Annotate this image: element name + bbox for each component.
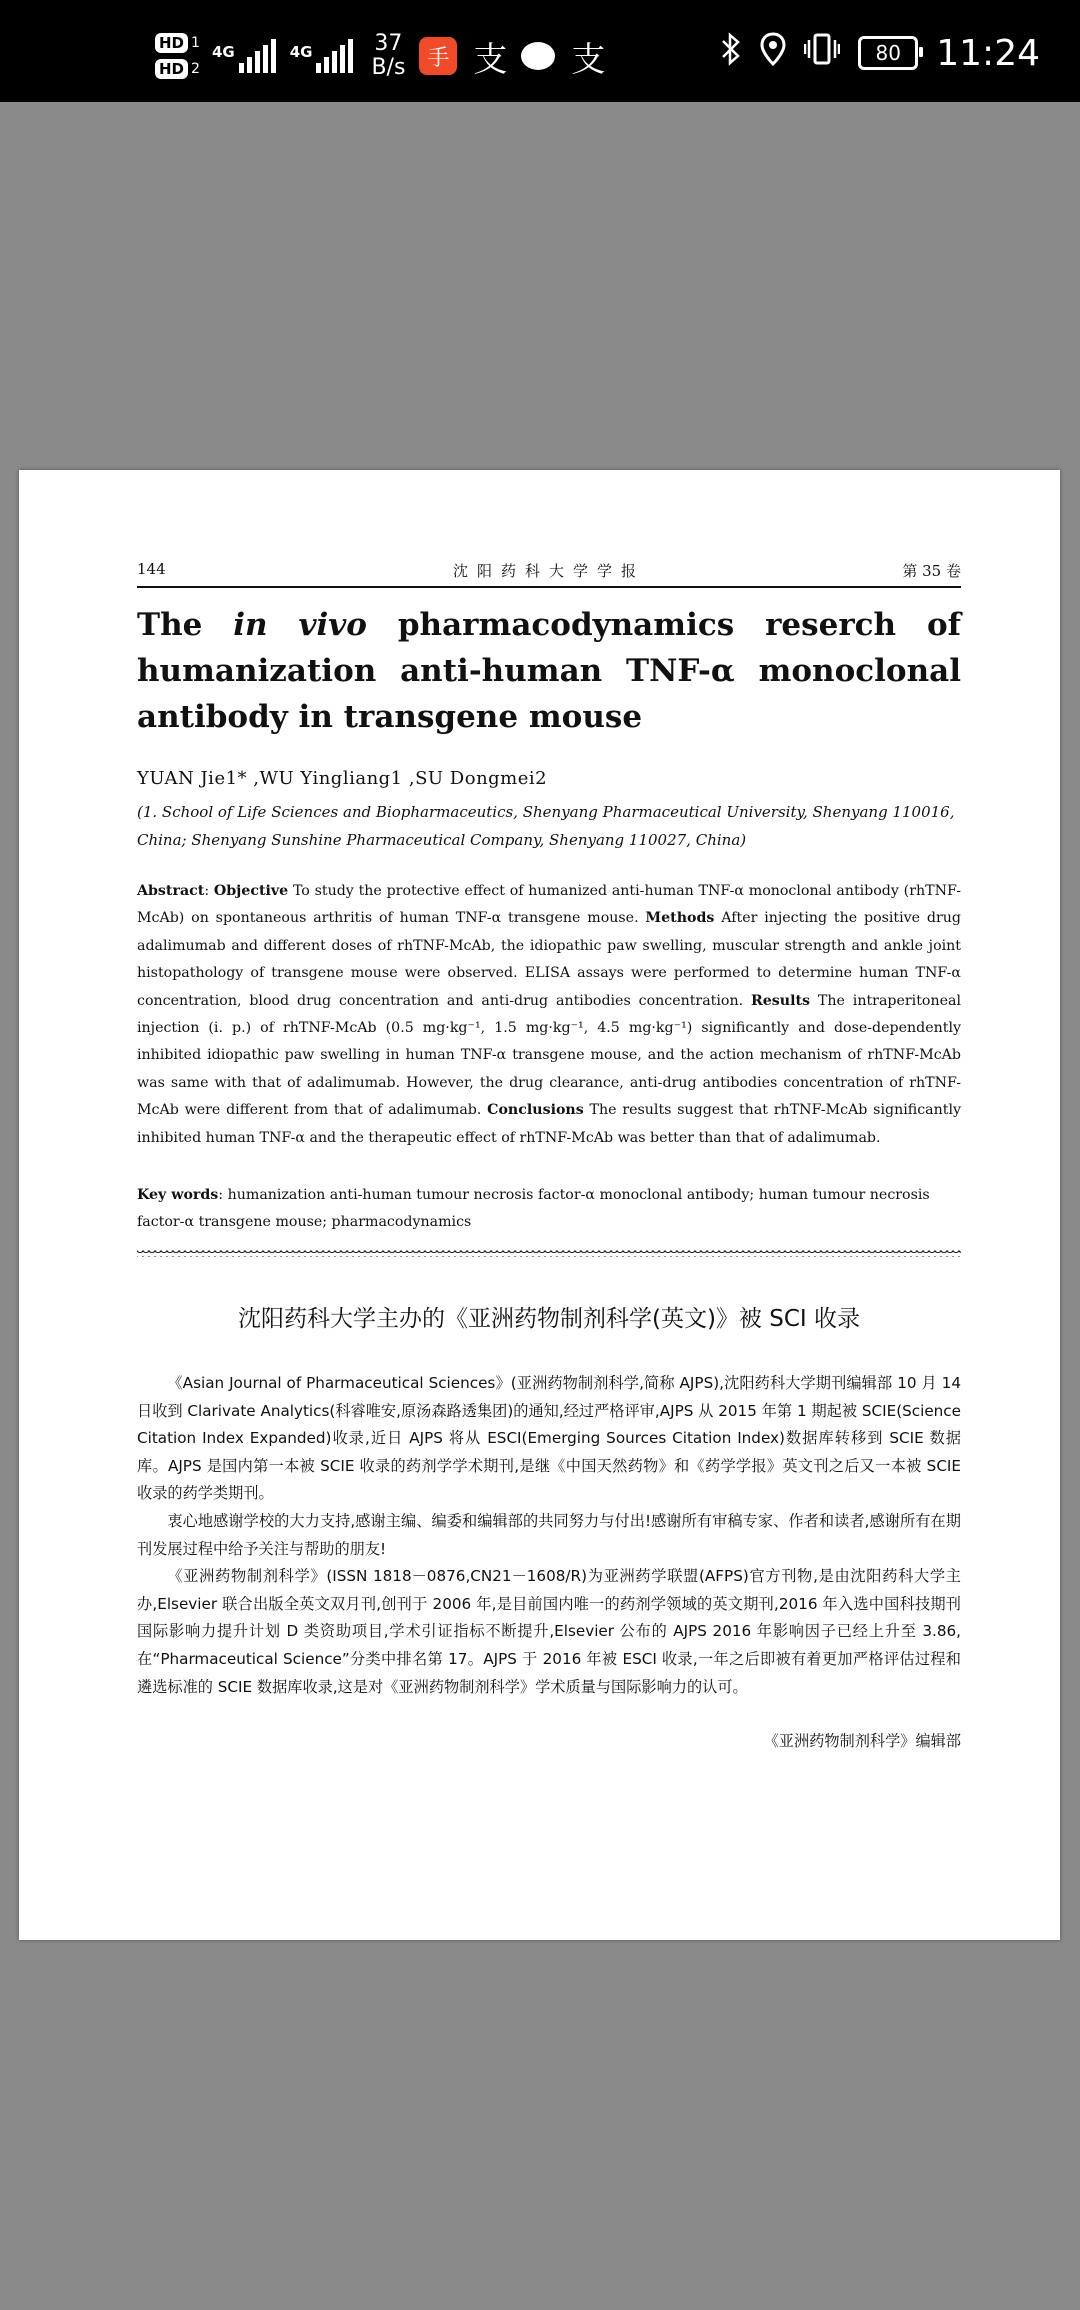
clock: 11:24 bbox=[936, 32, 1040, 74]
keywords-label: Key words bbox=[137, 1187, 219, 1203]
net1-label: 4G bbox=[211, 43, 235, 61]
bluetooth-icon bbox=[720, 32, 742, 74]
notice-paragraph: 衷心地感谢学校的大力支持,感谢主编、编委和编辑部的共同努力与付出!感谢所有审稿专家、作者和读者,感谢所有在期刊发展过程中给予关注与帮助的朋友! bbox=[137, 1511, 961, 1558]
notice-paragraph: 《Asian Journal of Pharmaceutical Sciences》(亚洲药物制剂科学,简称 AJPS),沈阳药科大学期刊编辑部 10 月 14 日收到 Clarivate Analytics(科睿唯安,原汤森路透集团)的通知,经过严格评审,AJPS 从 2015 年第 1 期起被 SCIE(Science Citation Index Expanded)收录,近日 AJPS 将从 ESCI(Emerging Sources Citation Index)数据库转移到 SCIE 数据库。AJPS 是国内第一本被 SCIE 收录的药剂学学术期刊,是继《中国天然药物》和《药学学报》英文刊之后又一本被 SCIE 收录的药学类期刊。 bbox=[137, 1374, 961, 1503]
status-right bbox=[720, 28, 1040, 78]
volume: 第 35 卷 bbox=[902, 562, 961, 580]
network-speed bbox=[371, 32, 405, 80]
hd2-indicator bbox=[155, 59, 200, 79]
conclusions-text: The results suggest that rhTNF-McAb significantly inhibited human TNF-α and the therapeutic effect of rhTNF-McAb was better than that of adalimumab. bbox=[137, 1102, 961, 1146]
alipay-icon-2: 支 bbox=[571, 39, 606, 80]
status-left bbox=[155, 26, 619, 86]
abstract: Abstract: Objective To study the protective effect of humanized anti-human TNF-α monoclonal antibody (rhTNF-McAb) on spontaneous arthritis of human TNF-α transgene mouse. Methods After injecting the positive drug adalimumab and different doses of rhTNF-McAb, the idiopathic paw swelling, muscular strength and ankle joint histopathology of transgene mouse were observed. ELISA assays were performed to determine human TNF-α concentration, blood drug concentration and anti-drug antibodies concentration. Results The intraperitoneal injection (i. p.) of rhTNF-McAb (0.5 mg·kg⁻¹, 1.5 mg·kg⁻¹, 4.5 mg·kg⁻¹) significantly and dose-dependently inhibited idiopathic paw swelling in human TNF-α transgene mouse, and the action mechanism of rhTNF-McAb was same with that of adalimumab. However, the drug clearance, anti-drug antibodies concentration of rhTNF-McAb were different from that of adalimumab. Conclusions The results suggest that rhTNF-McAb significantly inhibited human TNF-α and the therapeutic effect of rhTNF-McAb was better than that of adalimumab. bbox=[137, 883, 961, 1146]
article-title bbox=[137, 602, 961, 740]
signal-1 bbox=[212, 39, 276, 73]
document-page[interactable] bbox=[19, 470, 1060, 1940]
notice-signature: 《亚洲药物制剂科学》编辑部 bbox=[763, 1732, 961, 1750]
results-text: The intraperitoneal injection (i. p.) of rhTNF-McAb (0.5 mg·kg⁻¹, 1.5 mg·kg⁻¹, 4.5 mg·kg⁻¹) significantly and dose-dependently inhibited idiopathic paw swelling in human TNF-α transgene mouse, and the action mechanism of rhTNF-McAb was same with that of adalimumab. However, the drug clearance, anti-drug antibodies concentration of rhTNF-McAb were different from that of adalimumab. bbox=[137, 992, 961, 1119]
methods-text: After injecting the positive drug adalimumab and different doses of rhTNF-McAb, the idiopathic paw swelling, muscular strength and ankle joint histopathology of transgene mouse were observed. ELISA assays were performed to determine human TNF-α concentration, blood drug concentration and anti-drug antibodies concentration. bbox=[137, 910, 961, 1009]
keywords-text: : humanization anti-human tumour necrosis factor-α monoclonal antibody; human tumour necrosis factor-α transgene mouse; pharmacodynamics bbox=[137, 1187, 930, 1230]
speed-value: 37 bbox=[374, 31, 403, 56]
notice-body bbox=[137, 1370, 961, 1701]
signal-bars-icon bbox=[239, 39, 276, 73]
objective-label: Objective bbox=[213, 883, 289, 899]
authors: YUAN Jie1* ,WU Yingliang1 ,SU Dongmei2 bbox=[137, 768, 548, 789]
hd1-label: HD bbox=[155, 33, 188, 53]
battery-icon: 80 bbox=[858, 36, 918, 70]
methods-label: Methods bbox=[645, 910, 715, 927]
wavy-divider bbox=[137, 1248, 961, 1257]
location-icon bbox=[760, 32, 786, 74]
results-label: Results bbox=[750, 992, 811, 1009]
affiliation: (1. School of Life Sciences and Biopharmaceutics, Shenyang Pharmaceutical University, Shenyang 110016, China; Shenyang Sunshine Pharmaceutical Company, Shenyang 110027, China) bbox=[137, 803, 955, 849]
title-part-2: pharmacodynamics reserch of humanization anti-human TNF-α monoclonal antibody in transgene mouse bbox=[137, 607, 961, 735]
hd2-num: 2 bbox=[191, 61, 200, 77]
speed-unit: B/s bbox=[371, 55, 406, 80]
net2-label: 4G bbox=[289, 43, 313, 61]
objective-text: To study the protective effect of humanized anti-human TNF-α monoclonal antibody (rhTNF-McAb) on spontaneous arthritis of human TNF-α transgene mouse. bbox=[137, 883, 961, 927]
chat-bubble-icon bbox=[521, 42, 555, 70]
hd1-indicator bbox=[155, 33, 200, 53]
app-notification-icon: 手 bbox=[419, 37, 457, 75]
status-bar bbox=[0, 0, 1080, 102]
notice-paragraph: 《亚洲药物制剂科学》(ISSN 1818－0876,CN21－1608/R)为亚洲药学联盟(AFPS)官方刊物,是由沈阳药科大学主办,Elsevier 联合出版全英文双月刊,创刊于 2006 年,是目前国内唯一的药剂学领域的英文期刊,2016 年入选中国科技期刊国际影响力提升计划 D 类资助项目,学术引证指标不断提升,Elsevier 公布的 AJPS 2016 年影响因子已经上升至 3.86,在“Pharmaceutical Science”分类中排名第 17。AJPS 于 2016 年被 ESCI 收录,一年之后即被有着更加严格评估过程和遴选标准的 SCIE 数据库收录,这是对《亚洲药物制剂科学》学术质量与国际影响力的认可。 bbox=[137, 1567, 961, 1696]
signal-bars-icon bbox=[316, 39, 353, 73]
abstract-label: Abstract bbox=[137, 883, 205, 899]
keywords bbox=[137, 1182, 961, 1236]
hd2-label: HD bbox=[155, 59, 188, 79]
title-part-1: The bbox=[137, 607, 234, 643]
conclusions-label: Conclusions bbox=[487, 1102, 584, 1119]
hd1-num: 1 bbox=[191, 35, 200, 51]
title-italic: in vivo bbox=[233, 607, 367, 643]
hd-indicators bbox=[155, 33, 200, 79]
page-number: 144 bbox=[137, 560, 166, 578]
vibrate-icon bbox=[804, 32, 840, 74]
notice-title: 沈阳药科大学主办的《亚洲药物制剂科学(英文)》被 SCI 收录 bbox=[237, 1306, 860, 1332]
journal-name: 沈阳药科大学学报 bbox=[452, 562, 645, 580]
signal-2 bbox=[290, 39, 354, 73]
alipay-icon: 支 bbox=[473, 39, 508, 80]
running-header bbox=[137, 560, 961, 588]
